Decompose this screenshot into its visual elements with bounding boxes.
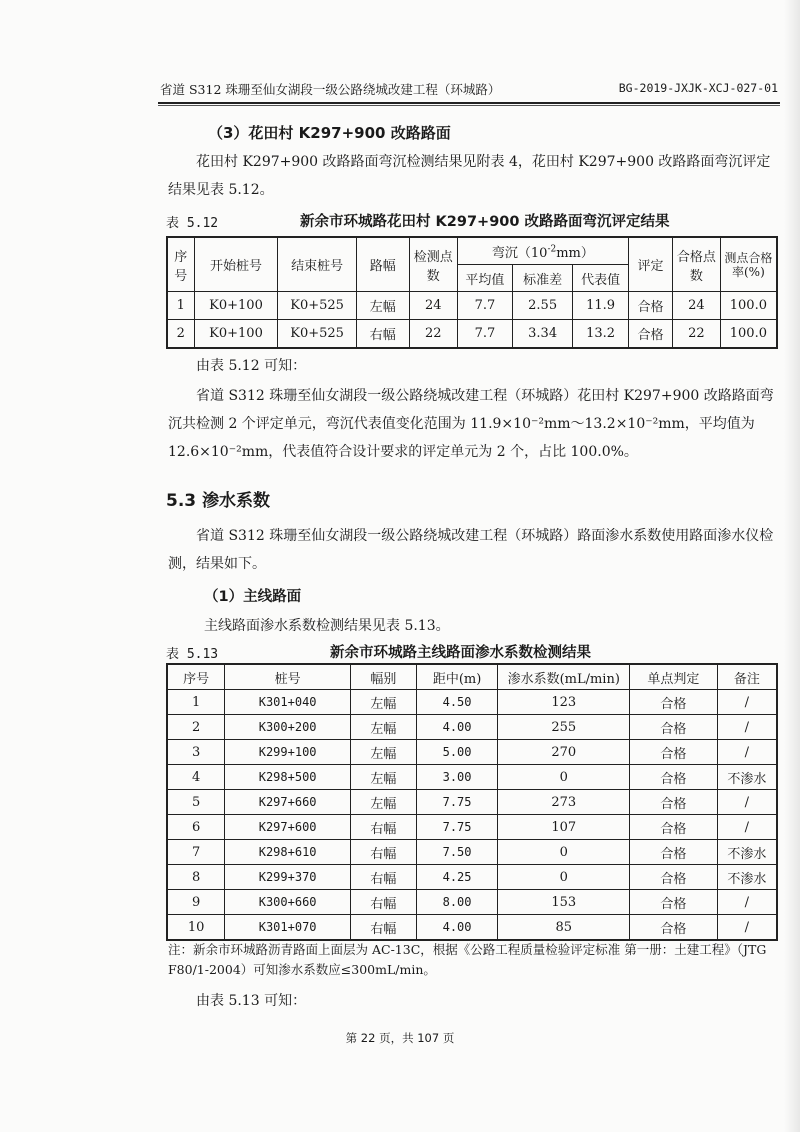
cell: 右幅 xyxy=(350,865,416,890)
th-deflection-label: 弯沉（10 xyxy=(491,245,548,261)
table-512-label: 表 5.12 xyxy=(166,216,219,231)
cell: 右幅 xyxy=(350,915,416,941)
table-row xyxy=(167,715,777,740)
cell: K298+500 xyxy=(225,765,351,790)
cell: K0+525 xyxy=(278,320,356,349)
cell: / xyxy=(717,790,777,815)
cell: 7.75 xyxy=(416,815,498,840)
header-title: 省道 S312 珠珊至仙女湖段一级公路绕城改建工程（环城路） xyxy=(160,82,501,97)
cell: K300+660 xyxy=(225,890,351,915)
column-header: 渗水系数(mL/min) xyxy=(498,664,630,690)
cell: 13.2 xyxy=(573,320,629,349)
th-deflection-sup: -2 xyxy=(547,244,557,255)
cell: 左幅 xyxy=(356,292,409,320)
table-513-lead: 由表 5.13 可知： xyxy=(196,993,307,1009)
table-513-title: 新余市环城路主线路面渗水系数检测结果 xyxy=(330,645,591,661)
cell: K297+660 xyxy=(225,790,351,815)
cell: 1 xyxy=(167,690,225,715)
cell: 153 xyxy=(498,890,630,915)
header-doc-code: BG-2019-JXJK-XCJ-027-01 xyxy=(618,81,778,95)
th-start: 开始桩号 xyxy=(194,237,278,292)
cell: 合格 xyxy=(630,890,718,915)
table-512-title: 新余市环城路花田村 K297+900 改路路面弯沉评定结果 xyxy=(300,214,670,230)
section-53-intro: 省道 S312 珠珊至仙女湖段一级公路绕城改建工程（环城路）路面渗水系数使用路面渗水仪检测，结果如下。 xyxy=(168,528,774,572)
column-header: 备注 xyxy=(717,664,777,690)
th-pass-points: 合格点数 xyxy=(672,237,720,292)
table-row xyxy=(167,890,777,915)
section-intro-paragraph: 花田村 K297+900 改路路面弯沉检测结果见附表 4，花田村 K297+900 改路路面弯沉评定结果见表 5.12。 xyxy=(168,154,771,198)
cell: 11.9 xyxy=(573,292,629,320)
cell: 3.00 xyxy=(416,765,498,790)
cell: 左幅 xyxy=(350,765,416,790)
cell: 7 xyxy=(167,840,225,865)
page-footer: 第 22 页，共 107 页 xyxy=(345,1031,455,1045)
th-seq: 序号 xyxy=(167,237,194,292)
cell: 2 xyxy=(167,320,194,349)
table-row xyxy=(167,765,777,790)
table-header-row xyxy=(167,664,777,690)
cell: 10 xyxy=(167,915,225,941)
cell: 24 xyxy=(409,292,457,320)
cell: 右幅 xyxy=(350,815,416,840)
cell: / xyxy=(717,690,777,715)
cell: K298+610 xyxy=(225,840,351,865)
th-rep: 代表值 xyxy=(573,265,629,292)
column-header: 单点判定 xyxy=(630,664,718,690)
cell: 0 xyxy=(498,765,630,790)
cell: 270 xyxy=(498,740,630,765)
cell: K297+600 xyxy=(225,815,351,840)
cell: / xyxy=(717,715,777,740)
cell: 不渗水 xyxy=(717,765,777,790)
cell: 合格 xyxy=(629,292,673,320)
cell: 7.7 xyxy=(457,292,513,320)
cell: 22 xyxy=(409,320,457,349)
cell: 合格 xyxy=(630,915,718,941)
cell: K301+070 xyxy=(225,915,351,941)
cell: / xyxy=(717,740,777,765)
cell: 4 xyxy=(167,765,225,790)
cell: 4.00 xyxy=(416,915,498,941)
cell: 合格 xyxy=(630,790,718,815)
cell: 2 xyxy=(167,715,225,740)
subsection-intro: 主线路面渗水系数检测结果见表 5.13。 xyxy=(204,618,450,634)
deflection-table xyxy=(166,236,778,349)
cell: 273 xyxy=(498,790,630,815)
cell: 255 xyxy=(498,715,630,740)
cell: 0 xyxy=(498,840,630,865)
cell: / xyxy=(717,815,777,840)
header-rule xyxy=(158,102,780,104)
cell: K0+525 xyxy=(278,292,356,320)
table-row xyxy=(167,740,777,765)
cell: K299+370 xyxy=(225,865,351,890)
cell: 7.50 xyxy=(416,840,498,865)
column-header: 距中(m) xyxy=(416,664,498,690)
table-row xyxy=(167,815,777,840)
cell: 4.00 xyxy=(416,715,498,740)
table-513-caption xyxy=(166,643,218,662)
th-side: 路幅 xyxy=(356,237,409,292)
table-row xyxy=(167,320,777,349)
cell: 8 xyxy=(167,865,225,890)
cell: 合格 xyxy=(630,815,718,840)
permeability-table xyxy=(166,663,778,941)
cell: 合格 xyxy=(629,320,673,349)
th-eval: 评定 xyxy=(629,237,673,292)
cell: / xyxy=(717,915,777,941)
cell: 5 xyxy=(167,790,225,815)
table-513-label: 表 5.13 xyxy=(166,647,219,662)
cell: 85 xyxy=(498,915,630,941)
subsection-heading-mainline: （1）主线路面 xyxy=(204,589,302,605)
cell: 24 xyxy=(672,292,720,320)
cell: 3 xyxy=(167,740,225,765)
cell: / xyxy=(717,890,777,915)
cell: 1 xyxy=(167,292,194,320)
th-avg: 平均值 xyxy=(457,265,513,292)
cell: 9 xyxy=(167,890,225,915)
table-512-lead: 由表 5.12 可知： xyxy=(196,358,307,374)
cell: 107 xyxy=(498,815,630,840)
cell: 合格 xyxy=(630,715,718,740)
table-row xyxy=(167,840,777,865)
cell: K300+200 xyxy=(225,715,351,740)
cell: 合格 xyxy=(630,765,718,790)
cell: 不渗水 xyxy=(717,865,777,890)
cell: K301+040 xyxy=(225,690,351,715)
cell: 0 xyxy=(498,865,630,890)
column-header: 幅别 xyxy=(350,664,416,690)
cell: 左幅 xyxy=(350,740,416,765)
cell: K0+100 xyxy=(194,320,278,349)
cell: 22 xyxy=(672,320,720,349)
cell: 合格 xyxy=(630,840,718,865)
table-row xyxy=(167,292,777,320)
table-row xyxy=(167,790,777,815)
cell: 右幅 xyxy=(350,890,416,915)
th-deflection xyxy=(457,237,628,265)
cell: 右幅 xyxy=(356,320,409,349)
cell: 不渗水 xyxy=(717,840,777,865)
cell: 8.00 xyxy=(416,890,498,915)
th-end: 结束桩号 xyxy=(278,237,356,292)
cell: 右幅 xyxy=(350,840,416,865)
section-heading-53: 5.3 渗水系数 xyxy=(166,491,271,511)
table-row xyxy=(167,915,777,941)
cell: 左幅 xyxy=(350,690,416,715)
cell: 3.34 xyxy=(513,320,573,349)
cell: 合格 xyxy=(630,740,718,765)
section-heading-huatian: （3）花田村 K297+900 改路路面 xyxy=(208,124,451,142)
cell: 5.00 xyxy=(416,740,498,765)
th-points: 检测点数 xyxy=(409,237,457,292)
cell: 7.75 xyxy=(416,790,498,815)
th-pass-rate: 测点合格率(%) xyxy=(720,237,777,292)
cell: 100.0 xyxy=(720,292,777,320)
cell: 合格 xyxy=(630,865,718,890)
cell: K0+100 xyxy=(194,292,278,320)
cell: 左幅 xyxy=(350,790,416,815)
column-header: 序号 xyxy=(167,664,225,690)
cell: 6 xyxy=(167,815,225,840)
th-std: 标准差 xyxy=(513,265,573,292)
table-row xyxy=(167,865,777,890)
cell: 7.7 xyxy=(457,320,513,349)
cell: 4.25 xyxy=(416,865,498,890)
cell: 合格 xyxy=(630,690,718,715)
th-deflection-unit: mm） xyxy=(556,245,594,261)
table-513-note: 注：新余市环城路沥青路面上面层为 AC-13C，根据《公路工程质量检验评定标准 第一册：土建工程》（JTG F80/1-2004）可知渗水系数应≤300mL/min。 xyxy=(168,942,767,977)
table-row xyxy=(167,690,777,715)
cell: K299+100 xyxy=(225,740,351,765)
cell: 123 xyxy=(498,690,630,715)
cell: 2.55 xyxy=(513,292,573,320)
page-edge-shadow xyxy=(784,0,800,1132)
cell: 100.0 xyxy=(720,320,777,349)
cell: 4.50 xyxy=(416,690,498,715)
page-header xyxy=(160,80,778,100)
column-header: 桩号 xyxy=(225,664,351,690)
cell: 左幅 xyxy=(350,715,416,740)
deflection-summary-paragraph: 省道 S312 珠珊至仙女湖段一级公路绕城改建工程（环城路）花田村 K297+900 改路路面弯沉共检测 2 个评定单元，弯沉代表值变化范围为 11.9×10⁻²mm～13.2×10⁻²mm，平均值为 12.6×10⁻²mm，代表值符合设计要求的评定单元为 2 个，占比 100.0%。 xyxy=(168,388,774,460)
header-rule-thin xyxy=(158,105,780,106)
table-512-caption xyxy=(166,212,218,231)
